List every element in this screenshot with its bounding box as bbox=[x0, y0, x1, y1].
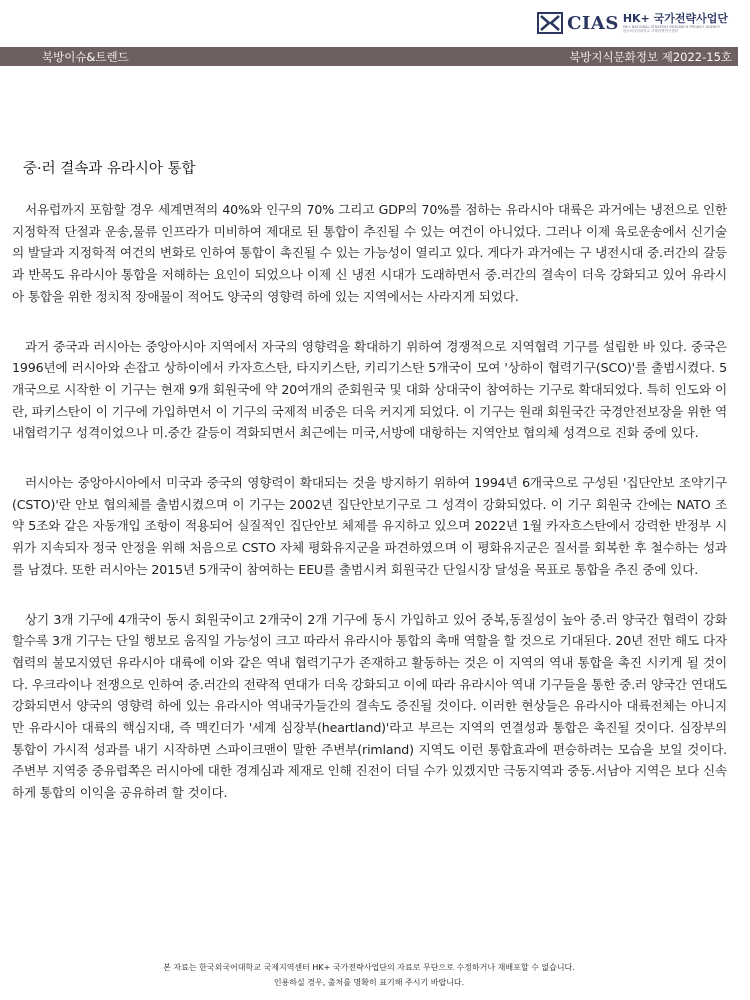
cias-logo bbox=[537, 12, 728, 34]
footer-line-2: 인용하실 경우, 출처를 명확히 표기해 주시기 바랍니다. bbox=[273, 978, 465, 987]
article-title: 중·러 결속과 유라시아 통합 bbox=[23, 161, 196, 177]
logo-text-block bbox=[623, 13, 728, 34]
footer-notice bbox=[0, 960, 738, 990]
paragraph-4: 상기 3개 기구에 4개국이 동시 회원국이고 2개국이 2개 기구에 동시 가입하고 있어 중복,동질성이 높아 중.러 양국간 협력이 강화할수록 3개 기구는 단일 행보로 움직일 가능성이 크고 따라서 유라시아 통합의 촉매 역할을 할 것으로 기대된다. 20년 전만 해도 다자협력의 불모지였던 유라시아 대륙에 이와 같은 역내 협력기구가 존재하고 활동하는 것은 이 지역의 역내 통합을 촉진 시키게 될 것이다. 우크라이나 전쟁으로 인하여 중.러간의 전략적 연대가 더욱 강화되고 이에 따라 유라시아 역내 기구들을 통한 중.러 양국간 연대도 강화되면서 양국의 영향력 하에 있는 유라시아 역내국가들간의 결속도 증진될 것이다. 이러한 현상들은 유라시아 대륙전체는 아니지만 유라시아 대륙의 핵심지대, 즉 맥킨더가 '세계 심장부(heartland)'라고 부르는 지역의 연결성과 통합은 촉진될 것이다. 심장부의 통합이 가시적 성과를 내기 시작하면 스파이크맨이 말한 주변부(rimland) 지역도 이런 통합효과에 편승하려는 모습을 보일 것이다. 주변부 지역중 중유럽쪽은 러시아에 대한 경계심과 제재로 인해 진전이 더딜 수가 있겠지만 극동지역과 중동.서남아 지역은 보다 신속하게 통합의 이익을 공유하려 할 것이다. bbox=[12, 611, 727, 801]
footer-line-1: 본 자료는 한국외국어대학교 국제지역센터 HK+ 국가전략사업단의 자료로 무단으로 수정하거나 재배포할 수 없습니다. bbox=[163, 963, 575, 972]
logo-subtitle-kr: 한국외국어대학교 국제지역연구센터 bbox=[622, 29, 679, 33]
logo-wordmark: CIAS bbox=[567, 12, 619, 34]
logo-title: HK+ 국가전략사업단 bbox=[622, 11, 728, 25]
paragraph-1: 서유럽까지 포함할 경우 세계면적의 40%와 인구의 70% 그리고 GDP의 70%를 점하는 유라시아 대륙은 과거에는 냉전으로 인한 지정학적 단절과 운송,물류 인프라가 미비하여 제대로 된 통합이 추진될 수 있는 여건이 아니었다. 그러나 이제 육로운송에서 신기술의 발달과 지정학적 여건의 변화로 인하여 통합이 촉진될 수 있는 가능성이 열리고 있다. 게다가 과거에는 구 냉전시대 중.러간의 갈등과 반목도 유라시아 통합을 저해하는 요인이 되었으나 이제 신 냉전 시대가 도래하면서 중.러간의 결속이 더욱 강화되고 있어 유라시아 통합을 위한 정치적 장애물이 적어도 양국의 영향력 하에 있는 지역에서는 사라지게 되었다. bbox=[12, 202, 727, 304]
section-label: 북방이슈&트렌드 bbox=[42, 50, 129, 64]
logo-subtitle-en: HK+ NATIONAL STRATEGY RESEARCH PROJECT AGENCY bbox=[622, 24, 720, 29]
header-bar bbox=[0, 47, 738, 66]
paragraph-3: 러시아는 중앙아시아에서 미국과 중국의 영향력이 확대되는 것을 방지하기 위하여 1994년 6개국으로 구성된 '집단안보 조약기구(CSTO)'란 안보 협의체를 출범시켰으며 이 기구는 2002년 집단안보기구로 그 성격이 강화되었다. 이 기구 회원국 간에는 NATO 조약 5조와 같은 자동개입 조항이 적용되어 실질적인 집단안보 체제를 유지하고 있으며 2022년 1월 카자흐스탄에서 강력한 반정부 시위가 지속되자 정국 안정을 위해 처음으로 CSTO 자체 평화유지군을 파견하였으며 이 평화유지군은 질서를 회복한 후 철수하는 성과를 남겼다. 또한 러시아는 2015년 5개국이 참여하는 EEU를 출범시켜 회원국간 단일시장 달성을 목표로 통합을 추진 중에 있다. bbox=[12, 475, 727, 577]
issue-number: 북방지식문화정보 제2022-15호 bbox=[569, 50, 732, 64]
paragraph-2: 과거 중국과 러시아는 중앙아시아 지역에서 자국의 영향력을 확대하기 위하여 경쟁적으로 지역협력 기구를 설립한 바 있다. 중국은 1996년에 러시아와 손잡고 상하이에서 카자흐스탄, 타지키스탄, 키리기스탄 5개국이 모여 '상하이 협력기구(SCO)'를 출범시켰다. 5개국으로 시작한 이 기구는 현재 9개 회원국에 약 20여개의 준회원국 및 대화 상대국이 참여하는 기구로 확대되었다. 특히 인도와 이란, 파키스탄이 이 기구에 가입하면서 이 기구의 국제적 비중은 더욱 커지게 되었다. 이 기구는 원래 회원국간 국경안전보장을 위한 역내협력기구 성격이었으나 미.중간 갈등이 격화되면서 최근에는 미국,서방에 대항하는 지역안보 협의체 성격으로 진화 중에 있다. bbox=[12, 338, 727, 441]
cias-emblem-icon bbox=[537, 12, 563, 34]
article-body bbox=[12, 199, 727, 832]
